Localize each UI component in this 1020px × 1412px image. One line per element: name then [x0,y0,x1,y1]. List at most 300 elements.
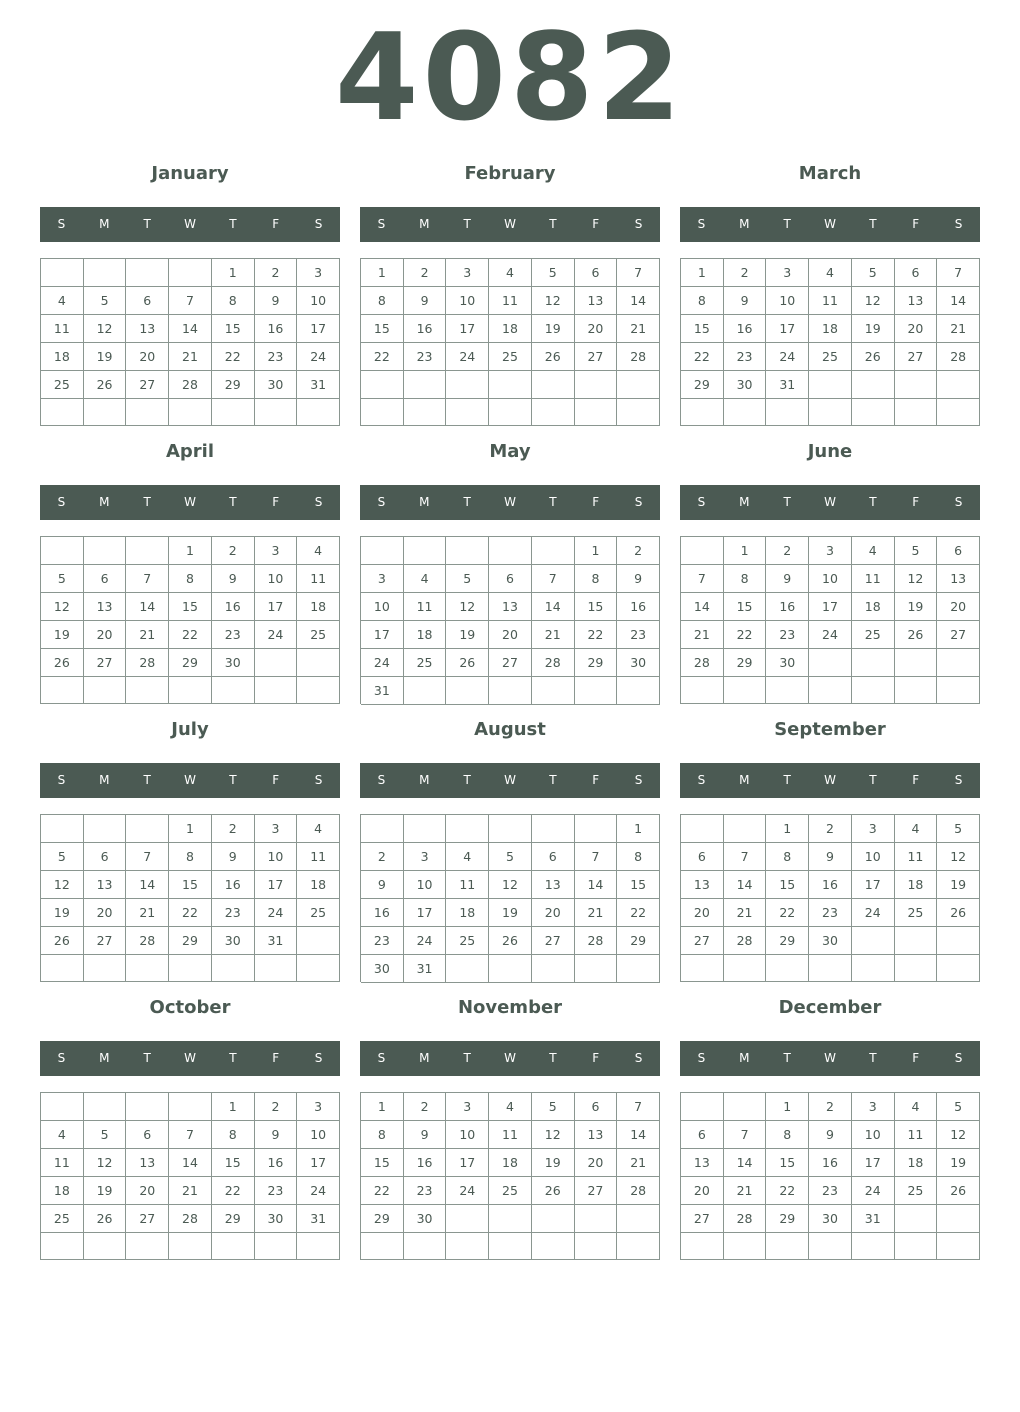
day-cell: 25 [446,927,489,955]
weekday-header [360,1041,660,1076]
empty-cell [575,955,618,983]
day-cell: 9 [617,565,660,593]
weekday-header [680,485,980,520]
weekday-label: S [954,495,963,509]
empty-cell [766,1233,809,1260]
day-cell: 13 [937,565,980,593]
empty-cell [404,677,447,705]
weekday-label: T [463,217,471,231]
day-cell: 4 [489,1093,532,1121]
day-cell: 17 [809,593,852,621]
day-cell: 8 [169,843,212,871]
day-cell: 4 [41,1121,84,1149]
day-cell: 22 [169,899,212,927]
day-cell: 8 [575,565,618,593]
empty-cell [297,649,340,677]
day-cell: 29 [766,1205,809,1233]
empty-cell [895,649,938,677]
weekday-label: S [954,1051,963,1065]
day-cell: 22 [681,343,724,371]
day-cell: 12 [489,871,532,899]
weekday-label: F [912,1051,920,1065]
day-cell: 23 [212,899,255,927]
day-cell: 28 [126,649,169,677]
day-cell: 1 [681,259,724,287]
month-title: October [149,997,231,1018]
day-cell: 25 [41,371,84,399]
day-cell: 20 [532,899,575,927]
empty-cell [575,815,618,843]
day-cell: 7 [937,259,980,287]
day-cell: 12 [937,843,980,871]
weekday-label: T [869,217,877,231]
day-cell: 29 [169,927,212,955]
month-title: January [151,163,229,184]
day-cell: 6 [532,843,575,871]
weekday-label: S [634,217,643,231]
day-cell: 18 [446,899,489,927]
empty-cell [766,677,809,704]
day-cell: 9 [212,565,255,593]
day-cell: 17 [852,1149,895,1177]
weekday-label: F [592,1051,600,1065]
day-cell: 10 [809,565,852,593]
day-cell: 1 [169,815,212,843]
day-cell: 25 [297,899,340,927]
day-cell: 1 [361,259,404,287]
weekday-label: T [783,1051,791,1065]
day-cell: 21 [724,1177,767,1205]
day-cell: 30 [724,371,767,399]
day-grid [40,814,340,982]
day-grid [680,814,980,982]
weekday-label: W [824,217,836,231]
empty-cell [84,399,127,426]
day-cell: 6 [937,537,980,565]
day-cell: 19 [852,315,895,343]
day-cell: 15 [681,315,724,343]
empty-cell [212,399,255,426]
day-grid [360,814,660,982]
day-cell: 18 [852,593,895,621]
month-title: June [807,441,853,462]
day-cell: 17 [297,1149,340,1177]
day-cell: 17 [446,315,489,343]
empty-cell [895,1233,938,1260]
empty-cell [937,371,980,399]
day-cell: 27 [84,927,127,955]
empty-cell [361,371,404,399]
day-cell: 18 [809,315,852,343]
empty-cell [489,1233,532,1260]
day-cell: 4 [895,1093,938,1121]
day-cell: 9 [212,843,255,871]
day-cell: 13 [126,315,169,343]
day-cell: 15 [575,593,618,621]
empty-cell [617,1205,660,1233]
empty-cell [766,955,809,982]
empty-cell [532,371,575,399]
day-cell: 1 [766,1093,809,1121]
day-cell: 28 [532,649,575,677]
day-cell: 5 [532,1093,575,1121]
day-cell: 21 [575,899,618,927]
empty-cell [255,649,298,677]
month-december [680,996,980,1266]
day-cell: 23 [255,1177,298,1205]
day-cell: 7 [532,565,575,593]
day-cell: 3 [852,815,895,843]
day-cell: 16 [212,593,255,621]
empty-cell [126,955,169,982]
empty-cell [446,815,489,843]
day-cell: 21 [169,1177,212,1205]
empty-cell [41,537,84,565]
month-title: November [457,997,563,1018]
day-cell: 20 [84,899,127,927]
empty-cell [532,1233,575,1260]
day-cell: 29 [724,649,767,677]
empty-cell [255,677,298,704]
day-cell: 10 [852,843,895,871]
empty-cell [489,677,532,705]
day-cell: 20 [84,621,127,649]
day-cell: 29 [575,649,618,677]
empty-cell [84,677,127,704]
day-cell: 19 [41,621,84,649]
day-cell: 24 [255,621,298,649]
day-cell: 1 [766,815,809,843]
day-cell: 7 [169,1121,212,1149]
empty-cell [361,399,404,427]
day-cell: 18 [895,1149,938,1177]
weekday-header [680,763,980,798]
day-cell: 12 [895,565,938,593]
weekday-label: T [463,1051,471,1065]
day-cell: 2 [404,259,447,287]
month-october [40,996,340,1266]
day-cell: 20 [575,315,618,343]
day-cell: 21 [126,899,169,927]
day-cell: 11 [489,287,532,315]
empty-cell [41,815,84,843]
day-cell: 23 [361,927,404,955]
year-title: 4082 [335,9,685,148]
day-cell: 8 [617,843,660,871]
empty-cell [489,955,532,983]
day-cell: 26 [41,927,84,955]
empty-cell [617,399,660,427]
empty-cell [895,371,938,399]
day-cell: 13 [895,287,938,315]
weekday-label: T [549,495,557,509]
day-cell: 26 [532,343,575,371]
day-cell: 28 [724,927,767,955]
day-cell: 15 [766,1149,809,1177]
day-cell: 5 [41,565,84,593]
day-cell: 24 [446,1177,489,1205]
day-cell: 4 [297,815,340,843]
weekday-label: T [549,1051,557,1065]
day-cell: 17 [361,621,404,649]
empty-cell [617,955,660,983]
weekday-label: S [954,217,963,231]
day-cell: 3 [809,537,852,565]
day-cell: 15 [361,1149,404,1177]
month-july [40,718,340,988]
day-grid [360,536,660,704]
day-cell: 29 [212,1205,255,1233]
weekday-label: S [377,217,386,231]
day-cell: 29 [617,927,660,955]
weekday-label: W [504,773,516,787]
day-cell: 31 [852,1205,895,1233]
weekday-label: W [824,1051,836,1065]
day-cell: 4 [809,259,852,287]
day-cell: 9 [766,565,809,593]
month-title: February [464,163,556,184]
day-cell: 10 [297,1121,340,1149]
empty-cell [575,399,618,427]
weekday-label: T [783,495,791,509]
day-cell: 6 [681,1121,724,1149]
empty-cell [404,537,447,565]
day-cell: 11 [895,843,938,871]
weekday-label: S [377,495,386,509]
day-cell: 25 [895,899,938,927]
day-cell: 2 [617,537,660,565]
empty-cell [575,1205,618,1233]
day-cell: 13 [84,593,127,621]
empty-cell [681,955,724,982]
weekday-label: M [739,495,750,509]
day-cell: 15 [617,871,660,899]
day-cell: 28 [937,343,980,371]
weekday-label: S [314,217,323,231]
day-cell: 31 [255,927,298,955]
empty-cell [212,1233,255,1260]
day-cell: 21 [169,343,212,371]
day-grid [680,1092,980,1260]
empty-cell [532,677,575,705]
day-cell: 13 [681,1149,724,1177]
day-cell: 11 [41,1149,84,1177]
empty-cell [126,815,169,843]
day-grid [680,536,980,704]
empty-cell [169,399,212,426]
day-cell: 14 [681,593,724,621]
day-cell: 26 [41,649,84,677]
day-cell: 5 [532,259,575,287]
day-cell: 28 [575,927,618,955]
weekday-label: W [504,495,516,509]
day-cell: 28 [681,649,724,677]
empty-cell [169,955,212,982]
day-cell: 7 [617,259,660,287]
day-cell: 29 [766,927,809,955]
empty-cell [724,399,767,426]
day-cell: 30 [766,649,809,677]
day-cell: 31 [766,371,809,399]
empty-cell [937,927,980,955]
day-cell: 12 [41,593,84,621]
day-cell: 17 [255,593,298,621]
day-cell: 2 [212,537,255,565]
day-cell: 4 [489,259,532,287]
empty-cell [809,955,852,982]
day-cell: 22 [169,621,212,649]
weekday-label: M [99,495,110,509]
weekday-label: F [272,773,280,787]
empty-cell [169,259,212,287]
day-cell: 20 [126,343,169,371]
day-cell: 5 [446,565,489,593]
empty-cell [41,399,84,426]
empty-cell [84,815,127,843]
day-cell: 18 [489,315,532,343]
day-cell: 16 [404,315,447,343]
day-cell: 23 [724,343,767,371]
day-cell: 24 [255,899,298,927]
weekday-label: M [99,773,110,787]
day-cell: 27 [575,1177,618,1205]
empty-cell [446,677,489,705]
empty-cell [84,955,127,982]
day-cell: 2 [724,259,767,287]
empty-cell [489,399,532,427]
day-cell: 16 [361,899,404,927]
day-cell: 6 [84,843,127,871]
day-cell: 20 [575,1149,618,1177]
weekday-header [40,763,340,798]
empty-cell [126,677,169,704]
empty-cell [446,1233,489,1260]
day-cell: 28 [617,343,660,371]
weekday-label: W [504,1051,516,1065]
empty-cell [809,371,852,399]
weekday-label: S [634,1051,643,1065]
weekday-header [40,207,340,242]
day-cell: 4 [446,843,489,871]
day-cell: 8 [724,565,767,593]
day-cell: 18 [895,871,938,899]
empty-cell [532,1205,575,1233]
day-cell: 26 [852,343,895,371]
day-grid [680,258,980,426]
day-cell: 19 [937,871,980,899]
day-cell: 24 [361,649,404,677]
day-cell: 31 [404,955,447,983]
day-cell: 14 [126,593,169,621]
day-cell: 30 [212,649,255,677]
empty-cell [617,677,660,705]
day-cell: 7 [575,843,618,871]
day-cell: 30 [255,371,298,399]
weekday-label: W [504,217,516,231]
day-cell: 26 [84,371,127,399]
day-cell: 4 [297,537,340,565]
day-cell: 20 [489,621,532,649]
day-cell: 28 [169,371,212,399]
day-cell: 27 [681,1205,724,1233]
day-cell: 12 [852,287,895,315]
weekday-label: S [314,773,323,787]
day-grid [40,258,340,426]
empty-cell [446,1205,489,1233]
empty-cell [255,399,298,426]
day-cell: 1 [169,537,212,565]
day-cell: 26 [489,927,532,955]
day-cell: 16 [212,871,255,899]
day-cell: 10 [766,287,809,315]
day-cell: 22 [617,899,660,927]
empty-cell [852,1233,895,1260]
weekday-label: W [824,773,836,787]
day-cell: 9 [404,287,447,315]
weekday-label: T [463,495,471,509]
day-cell: 22 [724,621,767,649]
month-may [360,440,660,710]
day-cell: 29 [212,371,255,399]
day-cell: 1 [617,815,660,843]
day-cell: 14 [617,1121,660,1149]
day-cell: 8 [212,1121,255,1149]
weekday-label: W [184,773,196,787]
weekday-label: M [419,1051,430,1065]
day-cell: 12 [532,1121,575,1149]
weekday-label: W [184,217,196,231]
day-cell: 1 [575,537,618,565]
day-cell: 14 [575,871,618,899]
day-cell: 11 [404,593,447,621]
day-cell: 24 [297,1177,340,1205]
day-cell: 31 [297,1205,340,1233]
day-cell: 21 [617,1149,660,1177]
weekday-label: T [229,1051,237,1065]
day-cell: 9 [404,1121,447,1149]
weekday-label: F [912,773,920,787]
empty-cell [852,927,895,955]
day-cell: 18 [41,1177,84,1205]
weekday-label: M [419,773,430,787]
day-cell: 10 [852,1121,895,1149]
day-cell: 26 [937,899,980,927]
day-cell: 19 [446,621,489,649]
empty-cell [297,677,340,704]
day-cell: 10 [255,843,298,871]
day-cell: 22 [212,1177,255,1205]
day-cell: 16 [809,1149,852,1177]
day-cell: 21 [681,621,724,649]
empty-cell [852,399,895,426]
empty-cell [937,399,980,426]
day-cell: 17 [255,871,298,899]
weekday-label: S [697,495,706,509]
weekday-label: F [592,495,600,509]
month-title: April [165,441,215,462]
empty-cell [41,677,84,704]
day-cell: 10 [297,287,340,315]
weekday-label: S [954,773,963,787]
day-cell: 1 [212,259,255,287]
weekday-label: T [783,773,791,787]
day-cell: 7 [169,287,212,315]
empty-cell [809,1233,852,1260]
day-cell: 23 [255,343,298,371]
day-cell: 23 [212,621,255,649]
weekday-label: F [912,495,920,509]
day-cell: 8 [169,565,212,593]
